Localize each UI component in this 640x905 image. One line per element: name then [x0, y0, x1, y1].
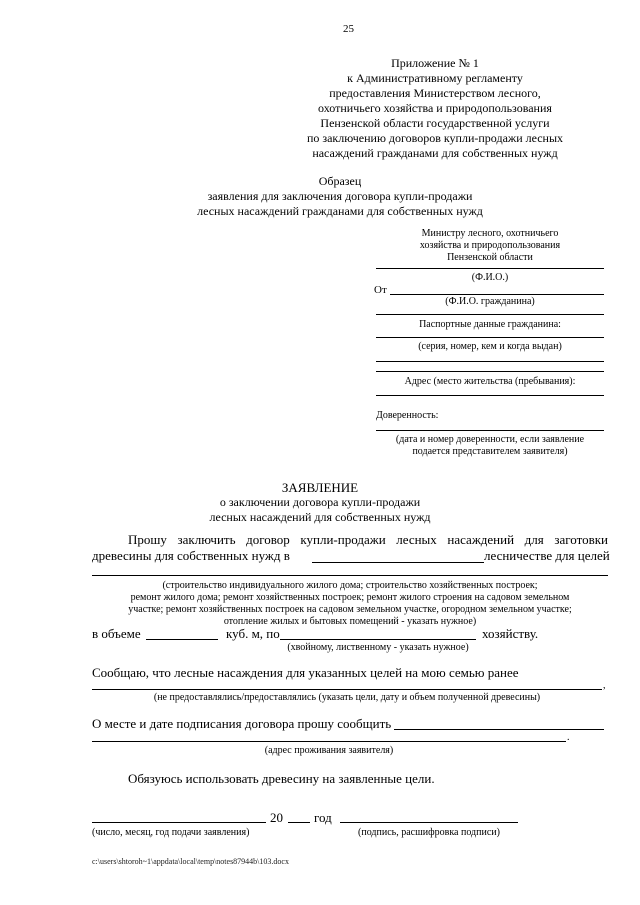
forestry-field[interactable] — [312, 562, 484, 563]
sign-caption: (подпись, расшифровка подписи) — [358, 827, 500, 838]
report-caption: (не предоставлялись/предоставлялись (указать цели, дату и объем полученной древесины) — [153, 692, 541, 703]
addressee-line: Министру лесного, охотничьего — [421, 228, 559, 239]
farm-type-field[interactable] — [280, 639, 476, 640]
year-prefix: 20 — [270, 810, 283, 825]
appendix-line: предоставления Министерством лесного, — [329, 86, 541, 100]
addressee-line: Пензенской области — [447, 252, 533, 263]
notify-field[interactable] — [394, 729, 604, 730]
passport-label: Паспортные данные гражданина: — [419, 319, 561, 330]
address-top-line[interactable] — [376, 371, 604, 372]
volume-unit: куб. м, по — [226, 626, 280, 641]
passport-line[interactable] — [376, 337, 604, 338]
minister-fio-line[interactable] — [376, 268, 604, 269]
request-line-2-end: лесничестве для целей — [484, 548, 610, 563]
notify-field-2[interactable] — [92, 741, 566, 742]
sample-block — [180, 174, 500, 219]
request-line-1: Прошу заключить договор купли-продажи лесных насаждений для заготовки — [128, 532, 608, 547]
notify-line: О месте и дате подписания договора прошу сообщить — [92, 716, 392, 731]
proxy-caption-block — [370, 434, 610, 458]
year-suffix: год — [314, 810, 332, 825]
volume-label: в объеме — [92, 626, 141, 641]
passport-caption: (серия, номер, кем и когда выдан) — [418, 341, 562, 352]
address-line[interactable] — [376, 395, 604, 396]
addressee-block — [376, 228, 604, 264]
from-label: От — [374, 284, 387, 296]
addressee-line: хозяйства и природопользования — [419, 240, 561, 251]
appendix-line: насаждений гражданами для собственных нужд — [312, 146, 558, 160]
purpose-field[interactable] — [92, 575, 608, 576]
proxy-caption: (дата и номер доверенности, если заявление — [395, 434, 585, 445]
purpose-caption-line: отопление жилых и бытовых помещений - указать нужное) — [223, 616, 477, 627]
statement-subtitle: о заключении договора купли-продажи — [219, 495, 421, 509]
from-extra-line[interactable] — [376, 314, 604, 315]
date-caption: (число, месяц, год подачи заявления) — [92, 827, 250, 838]
statement-heading — [170, 480, 470, 525]
volume-suffix: хозяйству. — [482, 626, 539, 641]
sample-line: заявления для заключения договора купли-продажи — [207, 189, 473, 203]
page-number: 25 — [343, 23, 354, 35]
purpose-caption-line: ремонт жилого дома; ремонт хозяйственных построек; ремонт жилого строения на садовом земельном — [130, 592, 570, 603]
signature-field[interactable] — [340, 822, 518, 823]
proxy-caption: подается представителем заявителя) — [412, 446, 568, 457]
appendix-line: Пензенской области государственной услуги — [320, 116, 550, 130]
request-line-2-start: древесины для собственных нужд в — [92, 548, 290, 563]
year-field[interactable] — [288, 822, 310, 823]
passport-extra-line[interactable] — [376, 361, 604, 362]
from-caption: (Ф.И.О. гражданина) — [445, 296, 535, 307]
appendix-line: к Административному регламенту — [347, 71, 523, 85]
sample-title: Образец — [318, 174, 362, 188]
appendix-line: по заключению договоров купли-продажи лесных — [306, 131, 564, 145]
date-field[interactable] — [92, 822, 266, 823]
volume-caption: (хвойному, лиственному - указать нужное) — [287, 642, 469, 653]
address-label: Адрес (место жительства (пребывания): — [404, 376, 576, 387]
from-fio-line[interactable] — [390, 294, 604, 295]
statement-title: ЗАЯВЛЕНИЕ — [281, 480, 359, 495]
purpose-caption-line: участке; ремонт хозяйственных построек на садовом земельном участке, огородном земельном участке; — [128, 604, 572, 615]
sample-line: лесных насаждений гражданами для собственных нужд — [197, 204, 483, 218]
appendix-block — [300, 56, 570, 161]
purpose-caption-line: (строительство индивидуального жилого дома; строительство хозяйственных построек; — [162, 580, 538, 591]
statement-subtitle: лесных насаждений для собственных нужд — [209, 510, 431, 524]
fio-caption: (Ф.И.О.) — [471, 272, 509, 283]
volume-field[interactable] — [146, 639, 218, 640]
appendix-line: охотничьего хозяйства и природопользования — [318, 101, 552, 115]
purpose-caption — [80, 580, 620, 628]
report-line: Сообщаю, что лесные насаждения для указанных целей на мою семью ранее — [92, 665, 519, 680]
report-field[interactable] — [92, 689, 602, 690]
proxy-label: Доверенность: — [376, 410, 439, 421]
appendix-line: Приложение № 1 — [391, 56, 479, 70]
proxy-line[interactable] — [376, 430, 604, 431]
notify-field-dot: . — [567, 732, 570, 743]
obligation-text: Обязуюсь использовать древесину на заявленные цели. — [128, 771, 435, 786]
report-field-comma: , — [603, 680, 606, 691]
footer-file-path: c:\users\shtoroh~1\appdata\local\temp\notes87944b\103.docx — [92, 857, 289, 866]
notify-caption: (адрес проживания заявителя) — [264, 745, 394, 756]
